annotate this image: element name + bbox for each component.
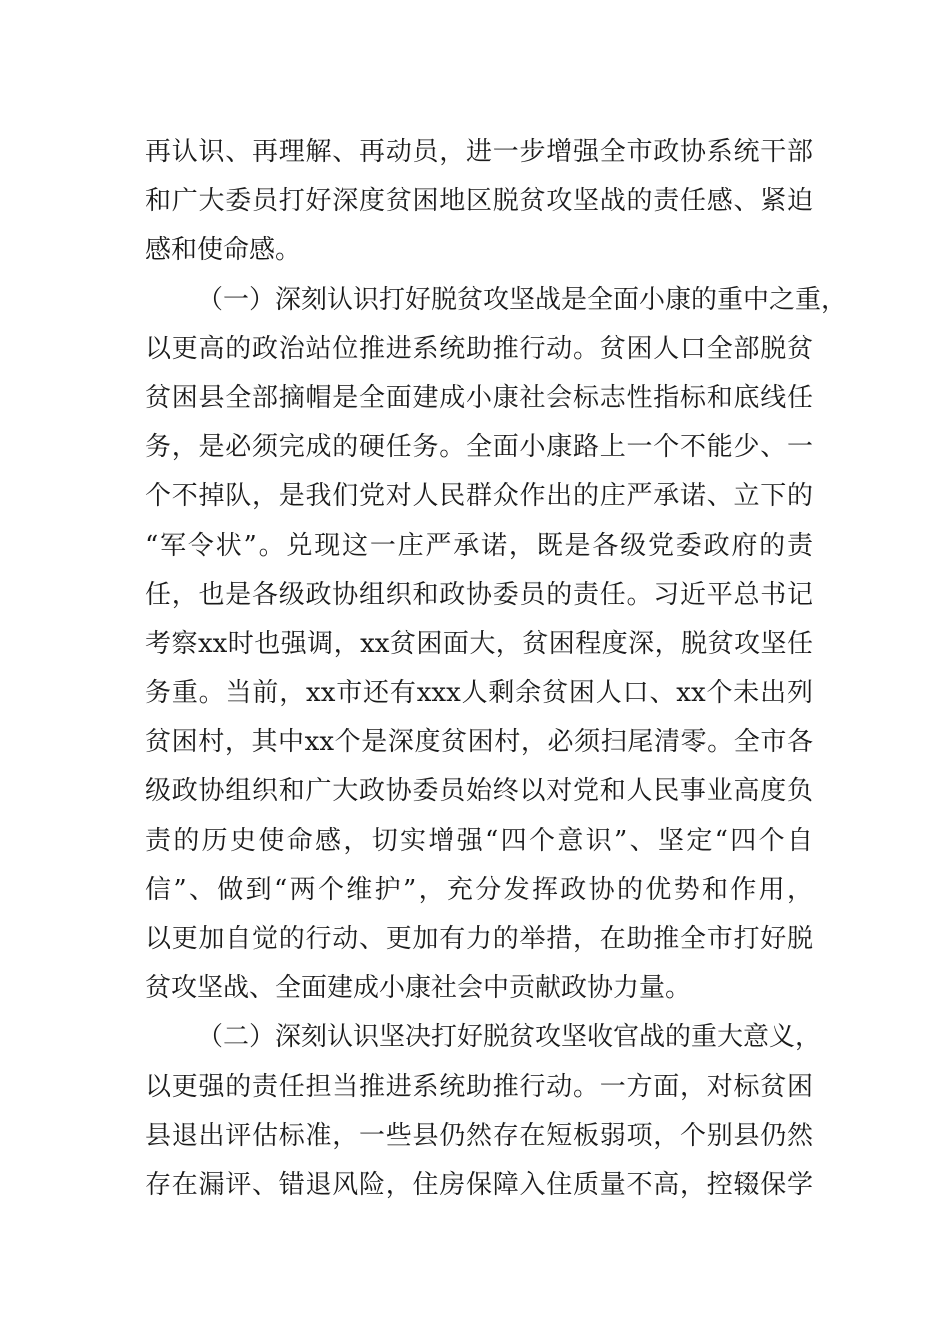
text-line-10: 任，也是各级政协组织和政协委员的责任。习近平总书记 xyxy=(145,579,813,610)
text-line-9: “军令状”。兑现这一庄严承诺，既是各级党委政府的责 xyxy=(145,530,813,561)
text-line-12: 务重。当前，xx市还有xxx人剩余贫困人口、xx个未出列 xyxy=(145,678,813,709)
text-line-15: 责的历史使命感，切实增强“四个意识”、坚定“四个自 xyxy=(145,825,813,856)
text-line-14: 级政协组织和广大政协委员始终以对党和人民事业高度负 xyxy=(145,776,813,807)
text-line-11: 考察xx时也强调，xx贫困面大，贫困程度深，脱贫攻坚任 xyxy=(145,628,813,659)
body-text xyxy=(145,128,848,1210)
text-line-5: 以更高的政治站位推进系统助推行动。贫困人口全部脱贫 xyxy=(145,333,813,364)
text-line-18: 贫攻坚战、全面建成小康社会中贡献政协力量。 xyxy=(145,973,692,1004)
text-line-20: 以更强的责任担当推进系统助推行动。一方面，对标贫困 xyxy=(145,1071,813,1102)
text-line-1: 再认识、再理解、再动员，进一步增强全市政协系统干部 xyxy=(145,137,813,167)
text-line-17: 以更加自觉的行动、更加有力的举措，在助推全市打好脱 xyxy=(145,924,813,954)
text-line-22: 存在漏评、错退风险，住房保障入住质量不高，控辍保学 xyxy=(145,1169,813,1200)
text-line-13: 贫困村，其中xx个是深度贫困村，必须扫尾清零。全市各 xyxy=(145,727,813,758)
text-line-2: 和广大委员打好深度贫困地区脱贫攻坚战的责任感、紧迫 xyxy=(145,186,813,217)
text-line-7: 务，是必须完成的硬任务。全面小康路上一个不能少、一 xyxy=(145,432,813,463)
text-line-21: 县退出评估标准，一些县仍然存在短板弱项，个别县仍然 xyxy=(145,1120,813,1151)
text-line-8: 个不掉队，是我们党对人民群众作出的庄严承诺、立下的 xyxy=(145,481,813,512)
text-line-6: 贫困县全部摘帽是全面建成小康社会标志性指标和底线任 xyxy=(145,382,813,413)
text-line-16: 信”、做到“两个维护”，充分发挥政协的优势和作用， xyxy=(145,874,813,905)
text-line-4: （一）深刻认识打好脱贫攻坚战是全面小康的重中之重， xyxy=(197,284,848,315)
text-line-3: 感和使命感。 xyxy=(145,235,302,266)
text-line-19: （二）深刻认识坚决打好脱贫攻坚收官战的重大意义， xyxy=(197,1022,822,1053)
